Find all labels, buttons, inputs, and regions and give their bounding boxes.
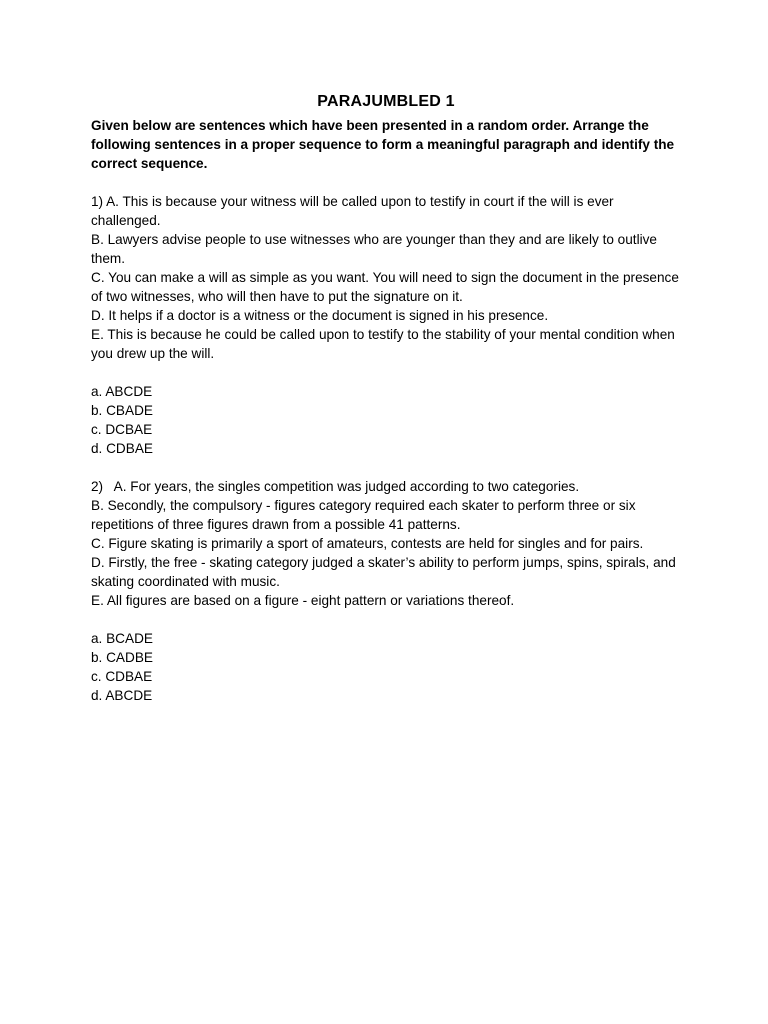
sentence-1a: 1) A. This is because your witness will be called upon to testify in court if the will is ever challenged. (91, 194, 614, 228)
sentence-2b: B. Secondly, the compulsory - figures category required each skater to perform three or six repetitions of three figures drawn from a possible 41 patterns. (91, 498, 636, 532)
option-1a: a. ABCDE (91, 384, 153, 399)
options-2 (91, 629, 681, 705)
option-2c: c. CDBAE (91, 669, 153, 684)
sentence-1b: B. Lawyers advise people to use witnesses who are younger than they and are likely to outlive them. (91, 232, 657, 266)
sentence-1d: D. It helps if a doctor is a witness or the document is signed in his presence. (91, 308, 549, 323)
sentence-1e: E. This is because he could be called upon to testify to the stability of your mental condition when you drew up the will. (91, 327, 675, 361)
option-1d: d. CDBAE (91, 441, 153, 456)
options-1 (91, 382, 681, 458)
option-2b: b. CADBE (91, 650, 153, 665)
page-title: PARAJUMBLED 1 (317, 93, 455, 110)
sentence-1c: C. You can make a will as simple as you want. You will need to sign the document in the presence of two witnesses, who will then have to put the signature on it. (91, 270, 679, 304)
option-1b: b. CBADE (91, 403, 153, 418)
option-2a: a. BCADE (91, 631, 153, 646)
option-2d: d. ABCDE (91, 688, 153, 703)
sentence-2a: 2) A. For years, the singles competition was judged according to two categories. (91, 479, 580, 494)
sentence-2e: E. All figures are based on a figure - eight pattern or variations thereof. (91, 593, 515, 608)
sentence-2c: C. Figure skating is primarily a sport of amateurs, contests are held for singles and for pairs. (91, 536, 644, 551)
question-2 (91, 477, 681, 705)
document-page (91, 92, 681, 705)
sentence-2d: D. Firstly, the free - skating category judged a skater’s ability to perform jumps, spins, spirals, and skating coordinated with music. (91, 555, 676, 589)
question-1 (91, 192, 681, 458)
instructions: Given below are sentences which have been presented in a random order. Arrange the following sentences in a proper sequence to form a meaningful paragraph and identify the correct sequence. (91, 118, 675, 171)
option-1c: c. DCBAE (91, 422, 153, 437)
